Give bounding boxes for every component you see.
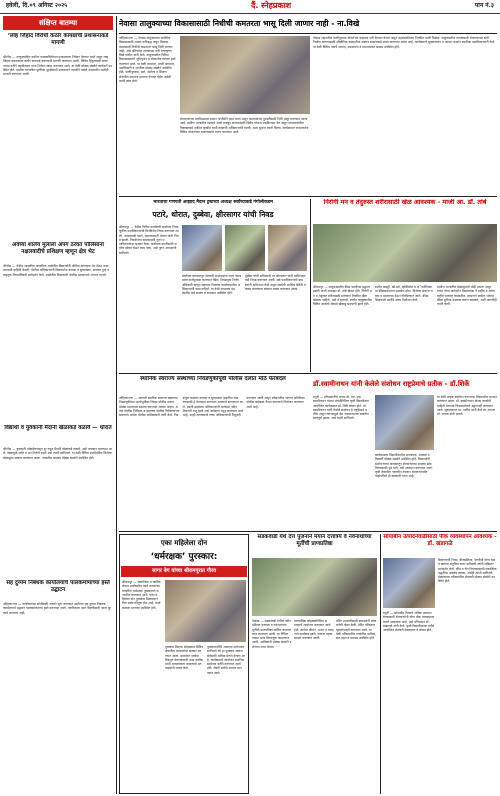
award-col2: पुरस्कार वितरण सोहळ्यात विविध क्षेत्रातील मान्यवरांचा सत्कार करण्यात आला. समाजात एकोपा टिकवून ठेवण्यासाठी अशा कार्यक्रमांची आवश्यकता असल्याचे मत वक्त्यांनी व्यक्त केले.	[165, 645, 204, 671]
science-headline: डॉ.स्वामीनाथन यांनी केलेले संशोधन राष्ट्रप्रेमाचे प्रतीक - डॉ.शिर्के	[313, 380, 470, 388]
election-col1: श्रीरामपूर — येथील विविध कार्यकारी संस्थेच्या निवडणुकीत पदाधिकाऱ्यांची बिनविरोध निवड करण्यात आली. अध्यक्षपदी पटारे, उपाध्यक्षपदी थोरात यांची निवड झाली. निवडीनंतर सभासदांनी नूतन पदाधिकाऱ्यांचा सत्कार केला. संस्थेच्या प्रगतीसाठी सर्वांना सोबत घेऊन काम करू, असे नूतन अध्यक्षांनी सांगितले.	[119, 225, 179, 255]
sports-photo	[313, 224, 497, 282]
temple-headline: सडकवाडी येथे दत्त पुजनाने मयान दत्तात्रय व नवनाथांच्या मूर्तीची प्राणप्रतिष्ठा	[257, 534, 372, 547]
sports-col2: स्पर्धेत कबड्डी, खो-खो, व्हॉलीबॉल व अॅथलेटिक्स या क्रीडाप्रकारांचा समावेश होता. विजेत्या संघांना चषक व प्रमाणपत्र देऊन गौरविण्यात आले. क्रीडा शिक्षकांनी स्पर्धेचे उत्तम नियोजन केले.	[375, 285, 433, 302]
lead-photo	[180, 36, 310, 114]
agri-photo	[383, 558, 435, 608]
election-portrait-2	[225, 225, 265, 271]
award-subhead: सागर बेग यांच्या श्रीरामपूरात गौरव	[121, 566, 247, 577]
science-col3: या वेळी उत्कृष्ट संशोधन करणाऱ्या विद्यार्थ्यांचा सन्मान करण्यात आला. डॉ. स्वामीनाथन यांच्या कार्याची माहिती देणाऱ्या चित्रप्रदर्शनाचे उद्घाटनही करण्यात आले. सूत्रसंचालन प्रा. पाटील यांनी केले तर आभार डॉ. जाधव यांनी मानले.	[437, 395, 497, 417]
agri-col1: राहुरी — सोयाबीन पिकाचे अधिक उत्पादन घेण्यासाठी शेतकऱ्यांनी योग्य पीक व्यवस्थापन करणे आवश्यक आहे, असे प्रतिपादन डॉ. खंडागळे यांनी केले. कृषी विद्यापीठाच्या वतीने आयोजित शेतकरी मेळाव्यात ते बोलत होते.	[383, 611, 435, 633]
masthead-page: पान नं.३	[474, 2, 494, 10]
temple-col2: प्राणप्रतिष्ठा सोहळ्यानिमित्त सप्ताहाचे आयोजन करण्यात आले होते. दररोज कीर्तन, भजन व प्रवचनाचे कार्यक्रम झाले. सांगता महाप्रसादाने करण्यात आली.	[294, 619, 334, 641]
sidebar-story4-body: अहिल्यानगर — नागरिकांच्या सोयीसाठी नव्याने सुरू करण्यात आलेल्या सह दुय्यम निबंधक कार्यालयाचे उद्घाटन पालकमंत्र्यांच्या हस्ते करण्यात आले. नागरिकांना दस्त नोंदणीसाठी आता दूर जावे लागणार नाही.	[3, 602, 111, 615]
election-col3: दुब्बेवा यांची सचिवपदी तर क्षीरसागर यांची खजिनदारपदी निवड करण्यात आली. सर्व पदाधिकाऱ्यांचे ग्रामस्थांनी अभिनंदन केले असून संस्थेची आर्थिक स्थिती भक्कम करण्याचा संकल्प व्यक्त करण्यात आला.	[245, 274, 307, 291]
sidebar-story3-body: श्रीगोंदा — युवकांनी मोबाईलपासून दूर राहून मैदानी खेळांकडे वळावे, असे आवाहन करण्यात आले. खेळामुळे शरीर व मन निरोगी राहते असे त्यांनी सांगितले. या वेळी विविध स्पर्धांमधील विजेत्या खेळाडूंचा सत्कार करण्यात आला. गावातील ग्रामस्थ मोठ्या संख्येने उपस्थित होते.	[3, 447, 113, 460]
sidebar-story3-title: विद्यार्थी व युवकांनी मैदानी खेळाकडे वळावे — थोरात	[4, 425, 112, 431]
temple-col3: मंदिर उभारणीसाठी ग्रामस्थांनी लोकवर्गणी गोळा केली. मंदिर परिसरात वृक्षारोपणही करण्यात आले. या वेळी परिसरातील गावांतील भाविक, संत-महंत व ग्रामस्थ उपस्थित होते.	[336, 619, 377, 641]
sidebar-story2-title: अवघ्या शालेय मुलाला अपंग ठरवत पोलिसांना नक्षलवादीचे प्रशिक्षण म्हणून क्षेत्र भेट	[12, 242, 104, 255]
lead-headline: नेवासा तालुक्याच्या विकासासाठी निधीची कमतरता भासू दिली जाणार नाही - ना.विखे	[119, 19, 360, 28]
agri-headline: सोयाबीन उत्पादनवाढीसाठी पीक व्यवस्थापन आवश्यक - डॉ. खंडागळे	[383, 534, 497, 547]
lead-col3: नेवासा शहरातील पाणीपुरवठा योजनेच्या कामाला गती देण्यात येणार असून शहरवासीयांना नियमित पाणी मिळेल. तालुक्यातील तरुणांसाठी रोजगाराच्या संधी निर्माण करण्यासाठी औद्योगिक वसाहतीचा प्रस्ताव शासनाकडे सादर करण्यात आला आहे. कार्यक्रमाचे सूत्रसंचालन व आभार प्रदर्शन स्थानिक पदाधिकाऱ्यांनी केले. या वेळी विविध गावचे सरपंच, उपसरपंच व ग्रामपंचायत सदस्य उपस्थित होते.	[313, 36, 496, 49]
sidebar-story1-title: ‘लव्ह जिहाद विरोधी कठोर कायद्याची प्रशासनाकडे मागणी	[7, 33, 109, 46]
award-photo	[165, 580, 246, 642]
award-headline: ‘धर्मरक्षक’ पुरस्कार:	[150, 552, 218, 562]
sports-headline: निरोगी मन व तंदुरुस्त शरीरासाठी खेळ आवश्यक - माजी आ. डॉ. तांबे	[323, 199, 487, 206]
award-col3: पुरस्कारार्थींनी आपल्या मनोगतात सांगितले की हा पुरस्कार समाजसेवेसाठी अधिक प्रेरणा देणारा आहे. कार्यक्रमाचे आयोजन स्थानिक संस्थेच्या वतीने करण्यात आले होते. शेवटी सर्वांचे आभार मानण्यात आले.	[207, 645, 245, 675]
local-headline: स्थानिक स्वराज्य संस्थांच्या निवडणुकीपूर्वी पोलीस दलात मोठे फेरबदल	[140, 376, 286, 382]
award-kicker: एका महिलेला दोन	[160, 539, 208, 547]
sports-col1: श्रीरामपूर — तालुकास्तरीय क्रीडा स्पर्धांच्या उद्घाटनप्रसंगी माजी आमदार डॉ. तांबे बोलत होते. निरोगी मन व तंदुरुस्त शरीरासाठी प्रत्येकाने नियमित खेळ खेळला पाहिजे, असे ते म्हणाले. स्पर्धेत तालुक्यातील विविध शाळांचे शेकडो खेळाडू सहभागी झाले होते.	[313, 285, 372, 307]
science-col1: राहुरी — हरितक्रांतीचे जनक डॉ. एम. एस. स्वामीनाथन यांच्या जयंतीनिमित्त कृषी विद्यापीठात आयोजित कार्यक्रमात डॉ. शिर्के बोलत होते. डॉ. स्वामीनाथन यांनी केलेले संशोधन हे राष्ट्रप्रेमाचे प्रतीक असून त्यांच्यामुळे देश अन्नधान्याच्या बाबतीत स्वयंपूर्ण झाला, असे त्यांनी सांगितले.	[313, 395, 369, 421]
lead-col1: अहिल्यानगर — नेवासा तालुक्याच्या सर्वांगीण विकासासाठी शासन कटिबद्ध असून विकासकामांसाठी निधीची कमतरता भासू दिली जाणार नाही, असे प्रतिपादन जलसंपदा मंत्री राधाकृष्ण विखे पाटील यांनी केले. तालुक्यातील विविध विकासकामांचे भूमिपूजन व लोकार्पण त्यांच्या हस्ते करण्यात आले. या वेळी आमदार, माजी आमदार, पदाधिकारी व नागरिक मोठ्या संख्येने उपस्थित होते. पाणीपुरवठा, रस्ते, आरोग्य व शिक्षण क्षेत्रातील कामांना प्राधान्य देण्यात येईल असेही त्यांनी स्पष्ट केले.	[119, 36, 176, 83]
sidebar-story1-body: श्रीगोंदा — तालुक्यातील धर्मांतर कायद्याविरोधात प्रशासनाला निवेदन देण्यात आले असून लव्ह जिहाद प्रकरणांवर कठोर कारवाई करण्याची मागणी करण्यात आली. विविध हिंदुत्ववादी संघटनांच्या वतीने तहसीलदार यांना निवेदन सादर करण्यात आले. या वेळी मोठ्या संख्येने कार्यकर्ते उपस्थित होते. ग्रामीण भागातील मुलींच्या सुरक्षेसाठी प्रशासनाने तातडीने पावले उचलावीत अशीही मागणी करण्यात आली.	[3, 55, 113, 77]
award-col1: श्रीरामपूर — सामाजिक व धार्मिक क्षेत्रात उल्लेखनीय कार्य करणाऱ्या व्यक्तींना धर्मरक्षक पुरस्काराने सन्मानित करण्यात आले. एका महिलेला दोन पुरस्कार मिळाल्याने तिचे सर्वत्र कौतुक होत आहे. कार्यक्रमाला मान्यवर उपस्थित होते.	[122, 580, 161, 610]
masthead	[0, 0, 500, 14]
masthead-date: हवेली, दि.०९ अगिस्ट २०२५	[6, 2, 68, 10]
sidebar-story4-title: सह दुय्यम निबंधक कार्यालयाचे पालकमंत्र्यांच्या हस्ते उद्घाटन	[6, 580, 110, 593]
science-col2: कार्यक्रमाला विद्यापीठातील प्राध्यापक, शास्त्रज्ञ व विद्यार्थी मोठ्या संख्येने उपस्थित होते. विद्यार्थ्यांनी संशोधनाच्या माध्यमातून शेतकऱ्यांच्या समस्या सोडविण्यासाठी पुढे यावे, असे आवाहन करण्यात आले. कृषी क्षेत्रातील नवनवीन तंत्रज्ञान शेतकऱ्यांपर्यंत पोहोचविणे ही काळाची गरज आहे.	[375, 453, 433, 479]
election-headline: पटारे, थोरात, दुब्बेवा, क्षीरसागर यांची निवड	[152, 210, 274, 219]
temple-col1: नेवासा — सडकवाडी येथील नवीन मंदिरात दत्तात्रय व नवनाथांच्या मूर्तीची प्राणप्रतिष्ठा धार्मिक वातावरणात करण्यात आली. या निमित्त गावात भव्य मिरवणूक काढण्यात आली. भाविकांनी मोठ्या संख्येने दर्शनाचा लाभ घेतला.	[252, 619, 292, 649]
lead-col2: शेतकऱ्यांच्या पाणीप्रश्नावर शासन गांभीर्याने काम करत असून कालव्यांच्या दुरुस्तीसाठी निधी मंजूर करण्यात आला आहे. ग्रामीण भागातील रस्त्यांचे जाळे मजबूत करण्यासाठी विशेष योजना राबविण्यात येत असून गावागावांतील विकासकामे दर्जेदार व्हावीत याची काळजी अधिकाऱ्यांनी घ्यावी, अशा सूचना त्यांनी दिल्या. कार्यक्रमात लाभार्थ्यांना विविध योजनांच्या प्रमाणपत्रांचे वाटप करण्यात आले.	[180, 117, 309, 134]
science-photo	[375, 395, 434, 450]
sports-col3: ग्रामीण भागातील खेळाडूंमध्ये मोठी क्षमता असून त्यांना योग्य मार्गदर्शन मिळाल्यास ते राष्ट्रीय व आंतरराष्ट्रीय स्तरावर चमकतील. शासनाने ग्रामीण भागात क्रीडा सुविधा उपलब्ध करून द्याव्यात, अशी मागणीही त्यांनी केली.	[437, 285, 497, 307]
masthead-title: दैं. स्नेहप्रकाश	[251, 1, 292, 11]
election-kicker: भारताचा गणपती आझाद मैदान ट्रस्टच्या अध्यक्ष सर्वांच्याकडे गंगोलीकडम	[153, 200, 273, 205]
temple-photo	[252, 558, 377, 616]
agri-col2: बियाण्याची निवड, बीजप्रक्रिया, पेरणीची योग्य वेळ व खतांचा संतुलित वापर याविषयी त्यांनी सविस्तर मार्गदर्शन केले. कीड व रोग नियंत्रणासाठी एकात्मिक पद्धतीचा अवलंब करावा, असेही त्यांनी सांगितले. मेळाव्याला परिसरातील शेतकरी मोठ्या संख्येने उपस्थित होते.	[438, 558, 497, 584]
sidebar-heading: संक्षिप्त बातम्या	[3, 16, 113, 30]
local-body: अहिल्यानगर — आगामी स्थानिक स्वराज्य संस्थांच्या निवडणुकीच्या पार्श्वभूमीवर जिल्हा पोलीस दलात मोठ्या प्रमाणावर बदल्या करण्यात आल्या आहेत. अनेक पोलीस निरीक्षक व सहायक पोलीस निरीक्षकांच्या बदल्यांचे आदेश पोलीस अधीक्षकांनी जारी केले. निवडणूक काळात कायदा व सुव्यवस्था अबाधित राखण्यासाठी हे फेरबदल करण्यात आल्याचे सांगण्यात आले. बदली झालेल्या अधिकाऱ्यांनी तात्काळ नवीन ठिकाणी रुजू व्हावे असे आदेशात नमूद करण्यात आले आहे. काही ठाण्यांमध्ये नव्या अधिकाऱ्यांची नियुक्ती करण्यात आली असून संवेदनशील भागात अतिरिक्त पोलीस बंदोबस्त तैनात करण्याचे नियोजन करण्यात आले आहे.	[119, 396, 305, 418]
sidebar-story2-body: श्रीगोंदा — येथील शासकीय माध्यमिक शाळेतील विद्यार्थ्यांनी पोलिस ठाण्याला भेट देऊन कामकाजाची माहिती घेतली. पोलीस अधिकाऱ्यांनी विद्यार्थ्यांना कायदा व सुव्यवस्था, सायबर गुन्हे व वाहतूक नियमांविषयी मार्गदर्शन केले. शाळेतील शिक्षकांनी पोलीस प्रशासनाचे आभार मानले.	[3, 264, 110, 277]
election-portrait-1	[182, 225, 222, 271]
election-col2: संस्थेच्या माध्यमातून शेतकरी सभासदांना अल्प व्याजदरात कर्जपुरवठा करण्यात येईल. निवडणूक निर्णय अधिकारी म्हणून सहायक निबंधक कार्यालयातील अधिकाऱ्यांनी काम पाहिले. या वेळी संचालक मंडळातील सर्व सदस्य व सभासद उपस्थित होते.	[182, 274, 242, 296]
election-portrait-3	[268, 225, 307, 271]
